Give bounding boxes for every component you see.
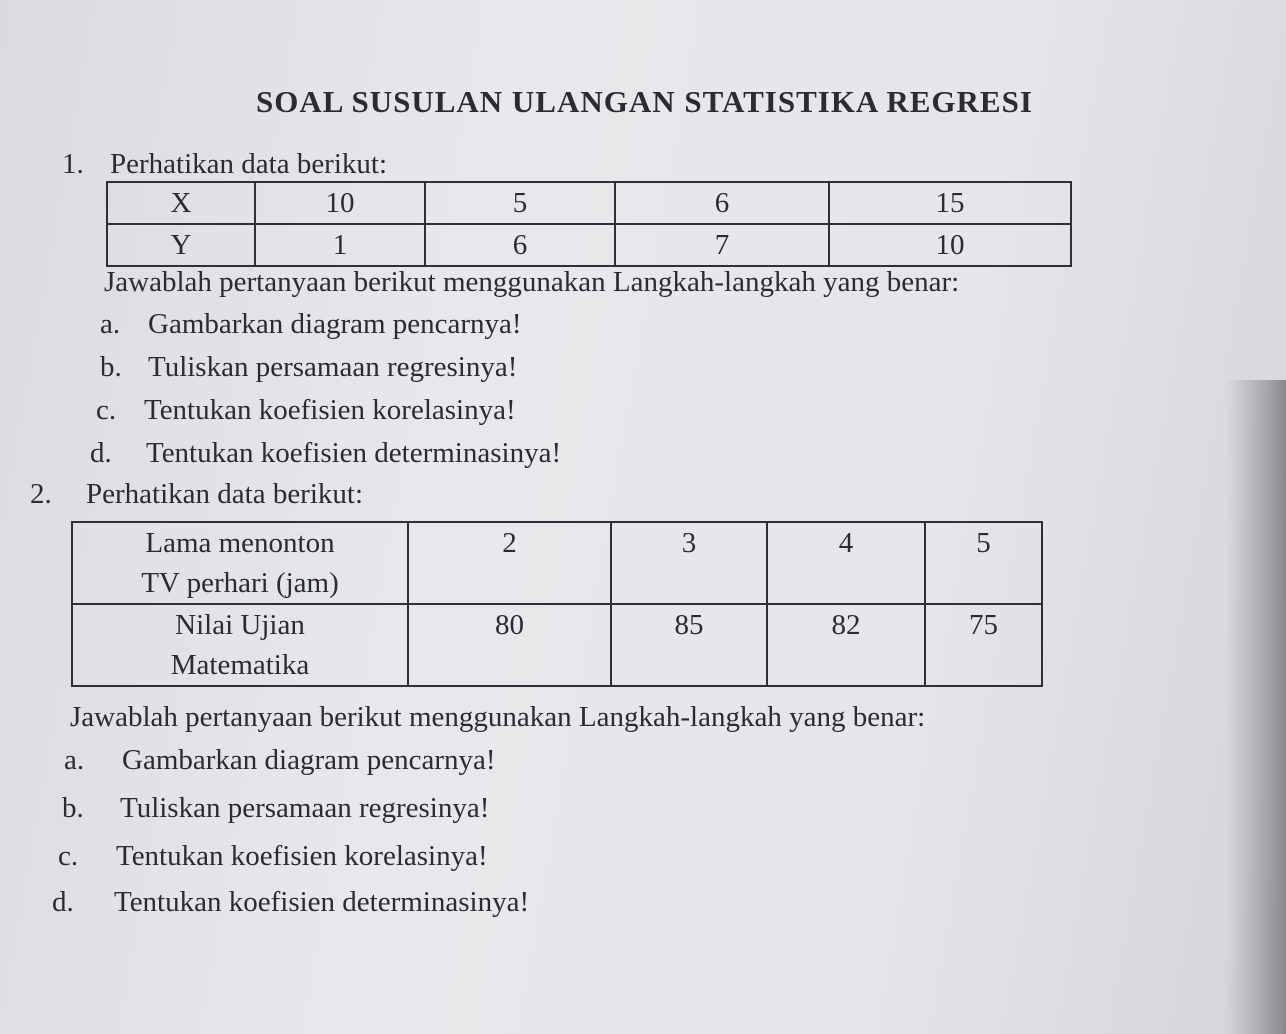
row-label-line: Lama menonton bbox=[145, 527, 335, 559]
table-cell: 2 bbox=[408, 522, 611, 604]
question-1-option-b bbox=[100, 351, 517, 384]
option-text: Tentukan koefisien korelasinya! bbox=[144, 394, 516, 426]
option-text: Tentukan koefisien korelasinya! bbox=[116, 840, 488, 872]
option-letter: a. bbox=[100, 308, 121, 340]
table-cell: 6 bbox=[425, 224, 615, 266]
option-letter: d. bbox=[90, 437, 112, 469]
table-cell: 10 bbox=[829, 224, 1071, 266]
option-letter: d. bbox=[52, 886, 74, 918]
table-cell: 82 bbox=[767, 604, 925, 686]
page-shadow bbox=[1226, 380, 1286, 1034]
table-row bbox=[72, 604, 1042, 686]
question-1-option-a bbox=[100, 308, 522, 341]
row-label-line: Matematika bbox=[170, 649, 310, 681]
row-label-tv-hours bbox=[72, 522, 408, 604]
table-cell: 7 bbox=[615, 224, 829, 266]
question-1-table bbox=[106, 181, 1072, 267]
question-1-option-d bbox=[90, 437, 561, 470]
table-row bbox=[107, 224, 1071, 266]
table-cell: 80 bbox=[408, 604, 611, 686]
option-text: Gambarkan diagram pencarnya! bbox=[148, 308, 522, 340]
question-1-instruction: Jawablah pertanyaan berikut menggunakan Langkah-langkah yang benar: bbox=[104, 266, 960, 298]
option-letter: c. bbox=[96, 394, 117, 426]
question-2-table bbox=[71, 521, 1043, 687]
table-cell: 85 bbox=[611, 604, 767, 686]
question-1-number: 1. bbox=[62, 148, 84, 180]
question-1-option-c bbox=[96, 394, 516, 427]
table-cell: 6 bbox=[615, 182, 829, 224]
question-2-heading bbox=[30, 478, 363, 511]
option-text: Tuliskan persamaan regresinya! bbox=[120, 792, 490, 824]
table-cell: 10 bbox=[255, 182, 425, 224]
question-2-option-c bbox=[58, 840, 488, 873]
question-2-option-b bbox=[62, 792, 489, 825]
option-text: Tentukan koefisien determinasinya! bbox=[114, 886, 530, 918]
option-letter: c. bbox=[58, 840, 79, 872]
question-2-option-a bbox=[64, 744, 496, 777]
row-label-line: TV perhari (jam) bbox=[141, 567, 339, 599]
question-2-number: 2. bbox=[30, 478, 52, 510]
option-text: Gambarkan diagram pencarnya! bbox=[122, 744, 496, 776]
table-cell: 4 bbox=[767, 522, 925, 604]
option-text: Tentukan koefisien determinasinya! bbox=[146, 437, 562, 469]
question-2-instruction: Jawablah pertanyaan berikut menggunakan Langkah-langkah yang benar: bbox=[70, 701, 926, 733]
row-label-line: Nilai Ujian bbox=[175, 609, 305, 641]
option-letter: b. bbox=[62, 792, 84, 824]
row-label-math-score bbox=[72, 604, 408, 686]
question-2-option-d bbox=[52, 886, 529, 919]
page-title: SOAL SUSULAN ULANGAN STATISTIKA REGRESI bbox=[256, 84, 1033, 119]
question-1-intro: Perhatikan data berikut: bbox=[110, 148, 388, 180]
table-cell: 5 bbox=[925, 522, 1042, 604]
table-row bbox=[72, 522, 1042, 604]
table-cell: 75 bbox=[925, 604, 1042, 686]
option-letter: a. bbox=[64, 744, 85, 776]
row-label-y: Y bbox=[107, 224, 255, 266]
table-cell: 3 bbox=[611, 522, 767, 604]
question-2-intro: Perhatikan data berikut: bbox=[86, 478, 364, 510]
table-row bbox=[107, 182, 1071, 224]
question-1-heading bbox=[62, 148, 387, 181]
table-cell: 5 bbox=[425, 182, 615, 224]
option-text: Tuliskan persamaan regresinya! bbox=[148, 351, 518, 383]
option-letter: b. bbox=[100, 351, 122, 383]
table-cell: 15 bbox=[829, 182, 1071, 224]
table-cell: 1 bbox=[255, 224, 425, 266]
row-label-x: X bbox=[107, 182, 255, 224]
